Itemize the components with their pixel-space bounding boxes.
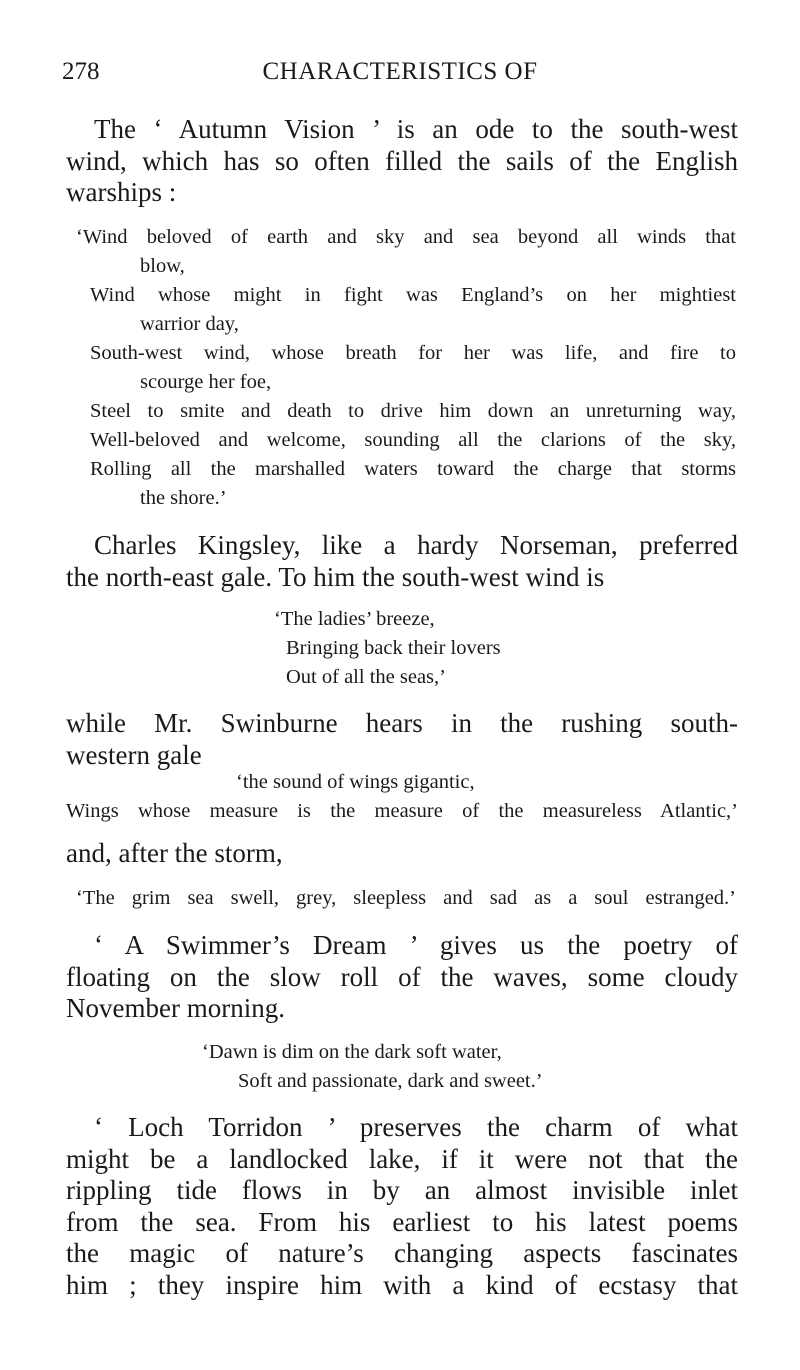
text-line: warships :	[66, 177, 177, 207]
text-line: the magic of nature’s changing aspects fascinates	[66, 1238, 738, 1268]
verse-line: Steel to smite and death to drive him down an unreturning way,	[90, 400, 736, 422]
verse-line: Rolling all the marshalled waters toward the charge that storms	[90, 458, 736, 480]
verse-line: ‘The grim sea swell, grey, sleepless and sad as a soul estranged.’	[76, 887, 736, 909]
page-number: 278	[62, 58, 100, 85]
verse-line: the shore.’	[140, 487, 227, 509]
page-header	[62, 58, 738, 92]
paragraph-after-storm	[66, 838, 738, 870]
verse-line: Wind whose might in fight was England’s on her mightiest	[90, 284, 736, 306]
verse-line: ‘The ladies’ breeze,	[274, 608, 435, 630]
verse-line: Bringing back their lovers	[286, 637, 501, 659]
running-head: CHARACTERISTICS OF	[262, 58, 538, 85]
verse-quotation-ladies-breeze	[274, 605, 501, 692]
paragraph-swimmers-dream	[66, 930, 738, 1025]
verse-line: Well-beloved and welcome, sounding all the clarions of the sky,	[90, 429, 736, 451]
verse-line: Soft and passionate, dark and sweet.’	[238, 1070, 543, 1092]
text-line: The ‘ Autumn Vision ’ is an ode to the south-west	[94, 114, 738, 144]
verse-line: Out of all the seas,’	[286, 666, 446, 688]
verse-line: blow,	[140, 255, 185, 277]
paragraph-kingsley	[66, 530, 738, 593]
verse-line: South-west wind, whose breath for her was life, and fire to	[90, 342, 736, 364]
verse-quotation-dawn	[202, 1038, 543, 1096]
verse-quotation-sea-swell	[76, 884, 736, 913]
text-line: and, after the storm,	[66, 838, 283, 868]
paragraph-autumn-vision	[66, 114, 738, 209]
text-line: rippling tide flows in by an almost invisible inlet	[66, 1175, 738, 1205]
text-line: ‘ Loch Torridon ’ preserves the charm of what	[94, 1112, 738, 1142]
text-line: floating on the slow roll of the waves, some cloudy	[66, 961, 738, 992]
verse-line: scourge her foe,	[140, 371, 272, 393]
verse-quotation-wings	[66, 768, 738, 826]
verse-quotation-wind	[76, 223, 736, 513]
text-line: from the sea. From his earliest to his latest poems	[66, 1206, 738, 1237]
verse-line: ‘Wind beloved of earth and sky and sea beyond all winds that	[76, 226, 736, 248]
text-line: might be a landlocked lake, if it were not that the	[66, 1143, 738, 1174]
text-line: wind, which has so often filled the sails of the English	[66, 145, 738, 176]
text-line: western gale	[66, 739, 202, 770]
text-line: ‘ A Swimmer’s Dream ’ gives us the poetry of	[94, 930, 738, 960]
text-line: him ; they inspire him with a kind of ecstasy that	[66, 1269, 738, 1300]
verse-line: ‘Dawn is dim on the dark soft water,	[202, 1041, 502, 1063]
verse-line: ‘the sound of wings gigantic,	[236, 771, 475, 793]
text-line: November morning.	[66, 993, 285, 1023]
text-line: the north-east gale. To him the south-west wind is	[66, 561, 605, 592]
paragraph-swinburne	[66, 708, 738, 771]
text-line: while Mr. Swinburne hears in the rushing south-	[66, 708, 738, 738]
verse-line: warrior day,	[140, 313, 239, 335]
text-line: Charles Kingsley, like a hardy Norseman, preferred	[94, 530, 738, 560]
paragraph-loch-torridon	[66, 1112, 738, 1301]
verse-line: Wings whose measure is the measure of the measureless Atlantic,’	[66, 800, 738, 822]
